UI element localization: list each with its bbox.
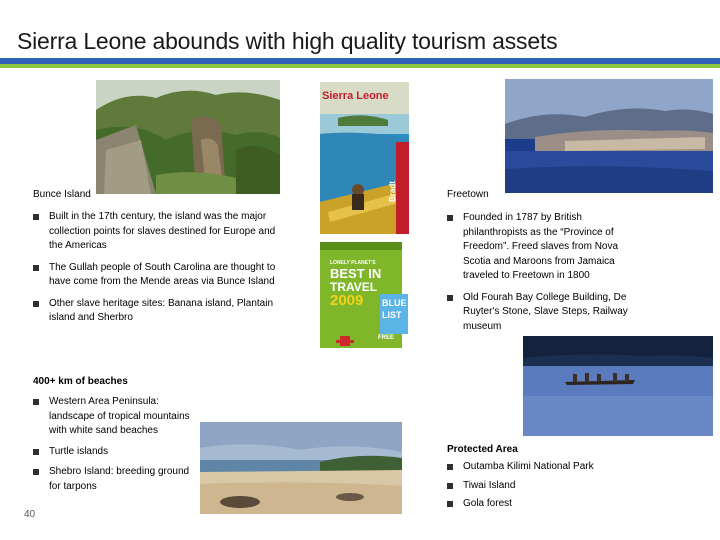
river-canoe-photo bbox=[523, 336, 713, 436]
list-item: Founded in 1787 by British philanthropists as the “Province of Freedom”. Freed slaves from Nova Scotia and Maroons from Jamaica traveled to Freetown in 1800 bbox=[446, 211, 646, 284]
list-item: Built in the 17th century, the island was the major collection points for slaves destined for Europe and the Americas bbox=[32, 210, 278, 254]
lp-cover-list: LIST bbox=[382, 310, 402, 320]
title-rule-green bbox=[0, 64, 720, 68]
slide-title: Sierra Leone abounds with high quality tourism assets bbox=[17, 28, 558, 54]
bullet-square-icon bbox=[33, 265, 39, 271]
list-item: Gola forest bbox=[446, 497, 666, 512]
bullet-square-icon bbox=[447, 483, 453, 489]
lp-cover-free: FREE bbox=[378, 335, 395, 341]
lp-cover-line2: BEST IN bbox=[330, 266, 382, 281]
bunce-island-caption: Bunce Island bbox=[33, 189, 91, 200]
freetown-photo bbox=[505, 79, 713, 193]
list-item: Other slave heritage sites: Banana island, Plantain island and Sherbro bbox=[32, 297, 278, 326]
lp-cover-line3: TRAVEL bbox=[330, 280, 378, 294]
protected-area-caption: Protected Area bbox=[447, 444, 518, 455]
list-item: Western Area Peninsula: landscape of tropical mountains with white sand beaches bbox=[32, 395, 192, 439]
list-item: Old Fourah Bay College Building, De Ruyter's Stone, Slave Steps, Railway museum bbox=[446, 291, 646, 335]
bradt-cover-title: Sierra Leone bbox=[322, 90, 389, 102]
bunce-island-bullets bbox=[32, 210, 278, 333]
freetown-bullets bbox=[446, 211, 646, 341]
list-item: Turtle islands bbox=[32, 445, 192, 460]
bradt-brand-label: Bradt bbox=[388, 181, 397, 202]
beach-photo bbox=[200, 422, 402, 514]
bullet-square-icon bbox=[447, 501, 453, 507]
guidebook-covers bbox=[318, 82, 411, 348]
bullet-square-icon bbox=[447, 215, 453, 221]
bullet-square-icon bbox=[33, 301, 39, 307]
list-item: Tiwai Island bbox=[446, 479, 666, 494]
bullet-square-icon bbox=[33, 399, 39, 405]
lp-cover-year: 2009 bbox=[330, 292, 364, 309]
freetown-caption: Freetown bbox=[447, 189, 489, 200]
list-item: The Gullah people of South Carolina are thought to have come from the Mende areas via Bunce Island bbox=[32, 261, 278, 290]
bullet-square-icon bbox=[33, 449, 39, 455]
lp-cover-blue: BLUE bbox=[382, 298, 407, 308]
list-item: Shebro Island: breeding ground for tarpons bbox=[32, 465, 192, 494]
beaches-caption: 400+ km of beaches bbox=[33, 376, 128, 387]
bullet-square-icon bbox=[447, 464, 453, 470]
page-number: 40 bbox=[24, 509, 36, 520]
bunce-island-photo bbox=[96, 80, 280, 194]
beaches-bullets bbox=[32, 395, 192, 498]
bullet-square-icon bbox=[447, 295, 453, 301]
protected-area-bullets bbox=[446, 460, 666, 516]
bullet-square-icon bbox=[33, 214, 39, 220]
list-item: Outamba Kilimi National Park bbox=[446, 460, 666, 475]
bullet-square-icon bbox=[33, 469, 39, 475]
lp-cover-line1: LONELY PLANET'S bbox=[330, 260, 376, 266]
